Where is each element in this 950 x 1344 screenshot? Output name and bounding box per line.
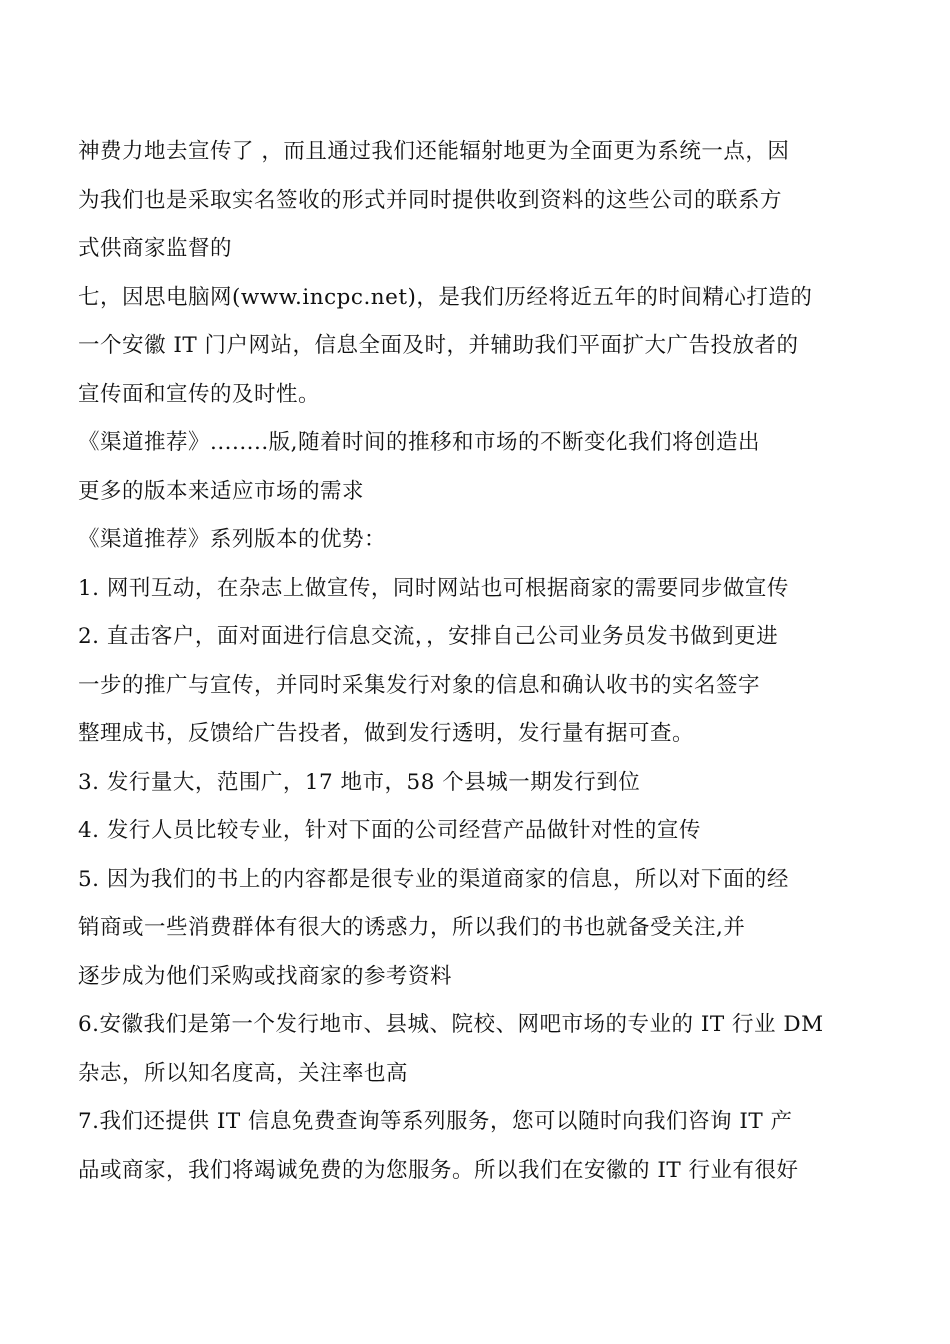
text-line: 神费力地去宣传了 ，而且通过我们还能辐射地更为全面更为系统一点，因	[78, 139, 790, 164]
paragraph-continuation	[78, 128, 814, 274]
section-heading-advantages	[78, 516, 814, 565]
text-line: 7.我们还提供 IT 信息免费查询等系列服务，您可以随时向我们咨询 IT 产	[78, 1109, 793, 1134]
text-line: 5. 因为我们的书上的内容都是很专业的渠道商家的信息，所以对下面的经	[78, 866, 789, 892]
list-item	[78, 807, 814, 856]
text-line: 《渠道推荐》........版,随着时间的推移和市场的不断变化我们将创造出	[78, 430, 761, 455]
text-line: 逐步成为他们采购或找商家的参考资料	[78, 963, 453, 989]
list-item	[78, 856, 814, 1002]
text-line: 整理成书，反馈给广告投者，做到发行透明，发行量有据可查。	[78, 721, 695, 746]
paragraph-versions	[78, 419, 814, 516]
text-line: 4. 发行人员比较专业，针对下面的公司经营产品做针对性的宣传	[78, 818, 701, 843]
text-line: 6.安徽我们是第一个发行地市、县城、院校、网吧市场的专业的 IT 行业 DM	[78, 1012, 824, 1037]
text-line: 更多的版本来适应市场的需求	[78, 478, 365, 504]
list-item	[78, 613, 814, 759]
list-item	[78, 759, 814, 808]
list-item	[78, 565, 814, 614]
text-line: 《渠道推荐》系列版本的优势：	[78, 527, 387, 552]
text-line: 销商或一些消费群体有很大的诱惑力，所以我们的书也就备受关注,并	[78, 915, 746, 940]
document-body	[78, 128, 824, 1195]
text-line: 2. 直击客户，面对面进行信息交流，，安排自己公司业务员发书做到更进	[78, 624, 779, 649]
text-line: 品或商家，我们将竭诚免费的为您服务。所以我们在安徽的 IT 行业有很好	[78, 1157, 799, 1183]
paragraph-point-6	[78, 1001, 824, 1098]
text-line: 式供商家监督的	[78, 236, 233, 261]
text-line: 七，因思电脑网(www.incpc.net)，是我们历经将近五年的时间精心打造的	[78, 284, 813, 310]
text-line: 杂志，所以知名度高，关注率也高	[78, 1060, 409, 1086]
text-line: 一个安徽 IT 门户网站，信息全面及时，并辅助我们平面扩大广告投放者的	[78, 333, 799, 358]
text-line: 宣传面和宣传的及时性。	[78, 381, 321, 407]
text-line: 3. 发行量大，范围广，17 地市，58 个县城一期发行到位	[78, 769, 641, 795]
text-line: 1. 网刊互动，在杂志上做宣传，同时网站也可根据商家的需要同步做宣传	[78, 575, 789, 601]
paragraph-website	[78, 274, 814, 420]
text-line: 一步的推广与宣传，并同时采集发行对象的信息和确认收书的实名签字	[78, 672, 761, 698]
text-line: 为我们也是采取实名签收的形式并同时提供收到资料的这些公司的联系方	[78, 187, 783, 213]
paragraph-point-7	[78, 1098, 814, 1195]
